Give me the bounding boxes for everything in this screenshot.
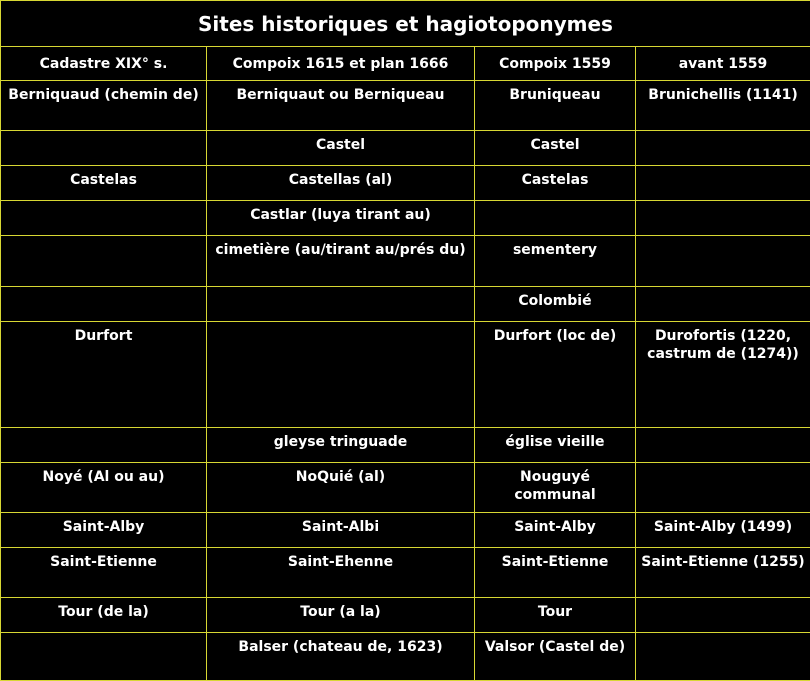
table-cell: Nouguyé communal: [475, 463, 636, 513]
table-cell: Castel: [207, 131, 475, 166]
table-cell: [636, 463, 810, 513]
table-row: [1, 633, 810, 681]
table-cell: [636, 287, 810, 322]
table-cell: [636, 633, 810, 681]
table-row: [1, 81, 810, 131]
table-cell: Tour: [475, 598, 636, 633]
table-title: Sites historiques et hagiotoponymes: [1, 1, 810, 47]
table-cell: Saint-Alby (1499): [636, 513, 810, 548]
table-row: [1, 598, 810, 633]
table-cell: Tour (a la): [207, 598, 475, 633]
table-row: [1, 548, 810, 598]
table-cell: [636, 131, 810, 166]
table-cell: Castlar (luya tirant au): [207, 201, 475, 236]
table-cell: Brunichellis (1141): [636, 81, 810, 131]
table-cell: [475, 201, 636, 236]
table-row: [1, 322, 810, 428]
table-cell: [207, 322, 475, 428]
table-cell: [636, 166, 810, 201]
table-cell: Colombié: [475, 287, 636, 322]
table-cell: Noyé (Al ou au): [1, 463, 207, 513]
table-row: [1, 513, 810, 548]
table-cell: [1, 633, 207, 681]
column-header: Compoix 1559: [475, 47, 636, 81]
table-cell: Berniquaut ou Berniqueau: [207, 81, 475, 131]
table-cell: Castelas: [475, 166, 636, 201]
table-cell: [1, 287, 207, 322]
table-row: [1, 201, 810, 236]
table-cell: Durfort (loc de): [475, 322, 636, 428]
table-cell: église vieille: [475, 428, 636, 463]
table-cell: Saint-Etienne: [475, 548, 636, 598]
table-cell: Castel: [475, 131, 636, 166]
table-cell: Berniquaud (chemin de): [1, 81, 207, 131]
table-cell: cimetière (au/tirant au/prés du): [207, 236, 475, 287]
table-cell: gleyse tringuade: [207, 428, 475, 463]
column-header: Compoix 1615 et plan 1666: [207, 47, 475, 81]
table-cell: [1, 428, 207, 463]
table-cell: Durfort: [1, 322, 207, 428]
column-header: avant 1559: [636, 47, 810, 81]
header-row: [1, 47, 810, 81]
table-row: [1, 166, 810, 201]
table-cell: Valsor (Castel de): [475, 633, 636, 681]
table-cell: Castellas (al): [207, 166, 475, 201]
table-cell: Saint-Etienne: [1, 548, 207, 598]
table-cell: [636, 236, 810, 287]
title-row: [1, 1, 810, 47]
table-cell: Saint-Alby: [1, 513, 207, 548]
table-row: [1, 236, 810, 287]
table-cell: [636, 428, 810, 463]
table-cell: [1, 131, 207, 166]
table-cell: [207, 287, 475, 322]
table-cell: [1, 201, 207, 236]
table-cell: Bruniqueau: [475, 81, 636, 131]
table-row: [1, 287, 810, 322]
table-row: [1, 131, 810, 166]
table-cell: Saint-Alby: [475, 513, 636, 548]
table-cell: Durofortis (1220, castrum de (1274)): [636, 322, 810, 428]
table-cell: Castelas: [1, 166, 207, 201]
table-cell: Tour (de la): [1, 598, 207, 633]
table-cell: NoQuié (al): [207, 463, 475, 513]
table-cell: Balser (chateau de, 1623): [207, 633, 475, 681]
table-cell: [636, 598, 810, 633]
table-cell: sementery: [475, 236, 636, 287]
table-cell: Saint-Albi: [207, 513, 475, 548]
table-row: [1, 428, 810, 463]
table-row: [1, 463, 810, 513]
table-cell: [636, 201, 810, 236]
table-cell: Saint-Ehenne: [207, 548, 475, 598]
table-cell: [1, 236, 207, 287]
column-header: Cadastre XIX° s.: [1, 47, 207, 81]
table-cell: Saint-Etienne (1255): [636, 548, 810, 598]
